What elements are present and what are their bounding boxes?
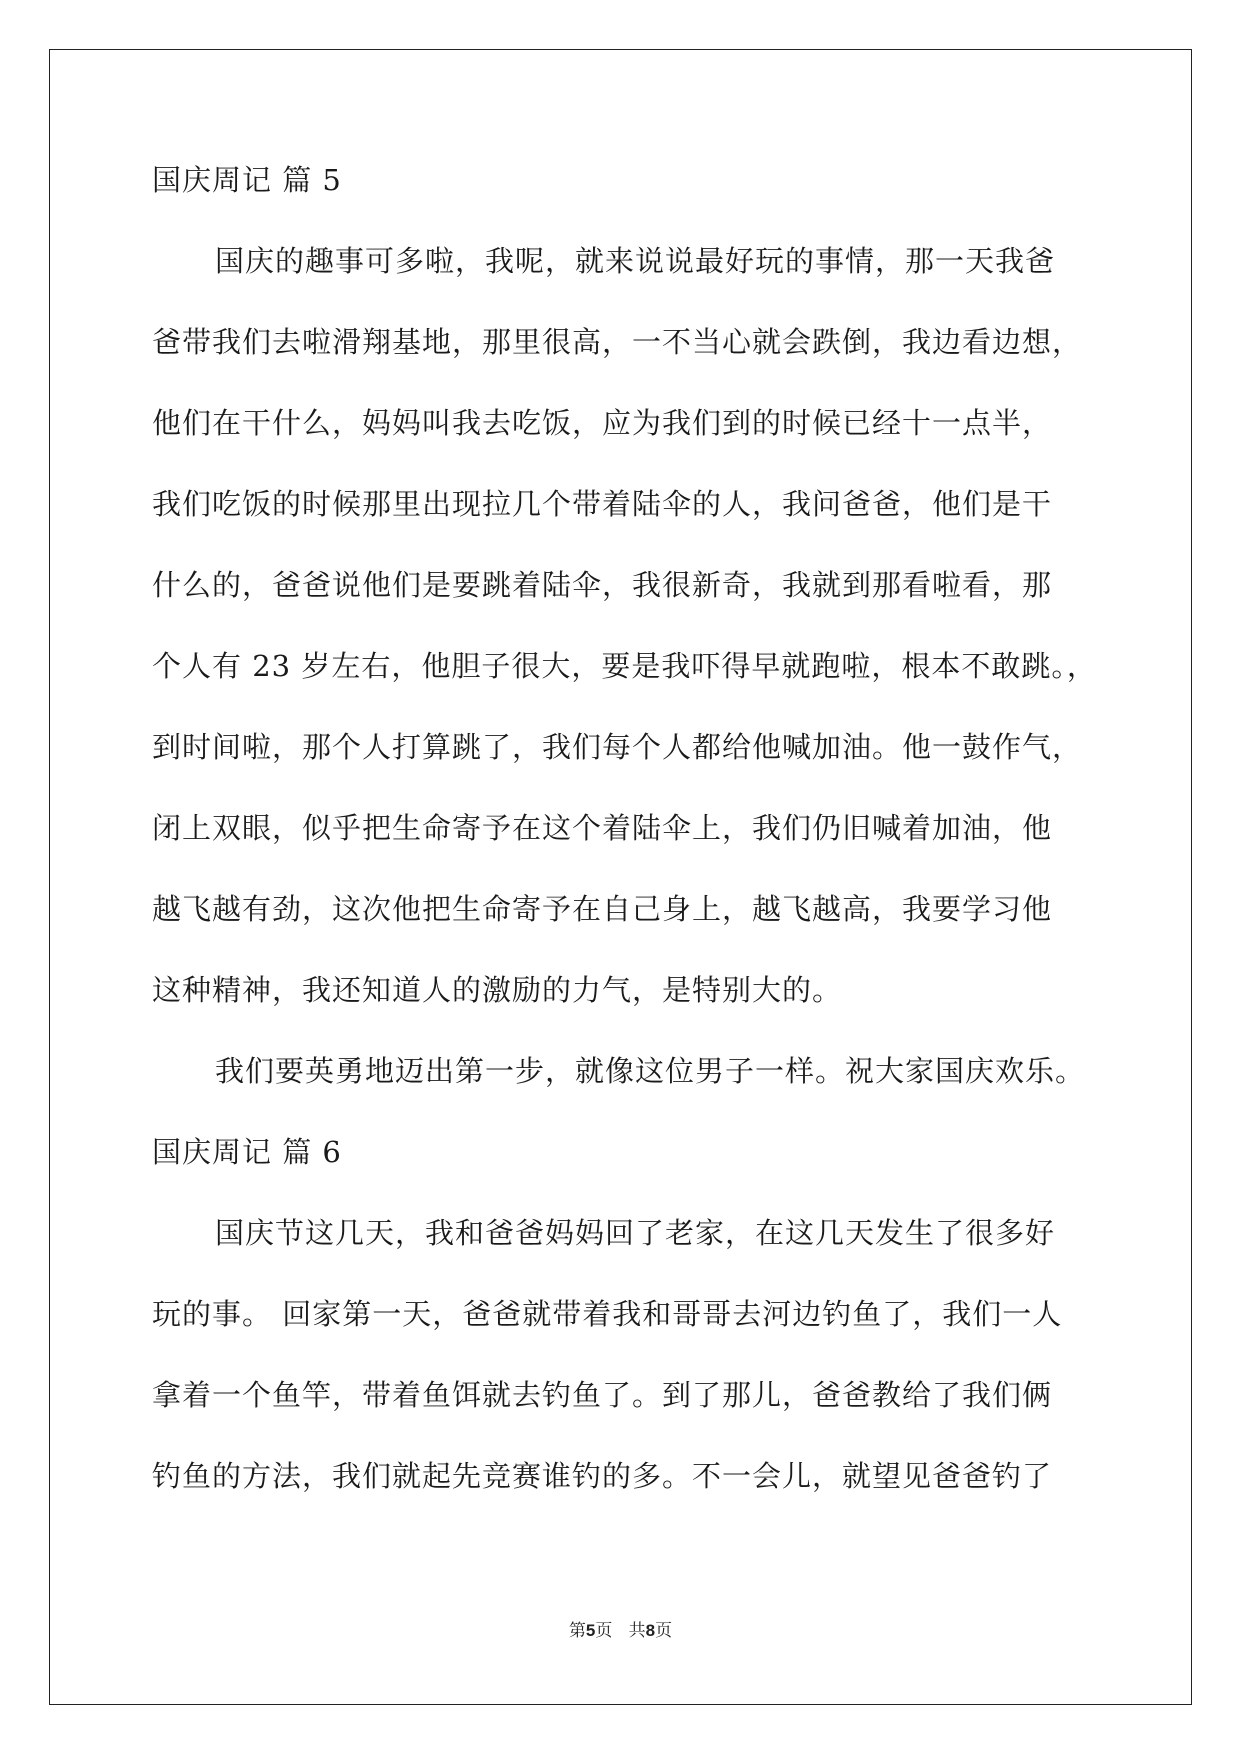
text-line: 玩的事。 回家第一天，爸爸就带着我和哥哥去河边钓鱼了，我们一人 (152, 1297, 1063, 1331)
text-line: 这种精神，我还知道人的激励的力气，是特别大的。 (152, 973, 843, 1007)
footer-page-suffix: 页 (595, 1621, 613, 1641)
section-heading: 国庆周记 篇 6 (152, 1135, 342, 1169)
text-line: 拿着一个鱼竿，带着鱼饵就去钓鱼了。到了那儿，爸爸教给了我们俩 (152, 1378, 1053, 1412)
page-footer (0, 1619, 1241, 1643)
text-line: 闭上双眼，似乎把生命寄予在这个着陆伞上，我们仍旧喊着加油，他 (152, 811, 1053, 845)
text-line: 个人有 23 岁左右，他胆子很大，要是我吓得早就跑啦，根本不敢跳。， (152, 649, 1097, 683)
section-heading: 国庆周记 篇 5 (152, 163, 342, 197)
text-line: 国庆的趣事可多啦，我呢，就来说说最好玩的事情，那一天我爸 (215, 244, 1056, 278)
text-line: 越飞越有劲，这次他把生命寄予在自己身上，越飞越高，我要学习他 (152, 892, 1053, 926)
text-line: 到时间啦，那个人打算跳了，我们每个人都给他喊加油。他一鼓作气， (152, 730, 1083, 764)
text-line: 国庆节这几天，我和爸爸妈妈回了老家，在这几天发生了很多好 (215, 1216, 1056, 1250)
text-line: 我们要英勇地迈出第一步，就像这位男子一样。祝大家国庆欢乐。 (215, 1054, 1086, 1088)
footer-page-prefix: 第 (568, 1621, 586, 1641)
text-line: 我们吃饭的时候那里出现拉几个带着陆伞的人，我问爸爸，他们是干 (152, 487, 1053, 521)
text-line: 爸带我们去啦滑翔基地，那里很高，一不当心就会跌倒，我边看边想， (152, 325, 1083, 359)
text-line: 什么的，爸爸说他们是要跳着陆伞，我很新奇，我就到那看啦看，那 (152, 568, 1053, 602)
footer-total-prefix: 共 (628, 1621, 646, 1641)
footer-total-number: 8 (645, 1621, 656, 1640)
footer-page-number: 5 (585, 1621, 596, 1640)
text-line: 他们在干什么，妈妈叫我去吃饭，应为我们到的时候已经十一点半， (152, 406, 1053, 440)
text-line: 钓鱼的方法，我们就起先竞赛谁钓的多。不一会儿，就望见爸爸钓了 (152, 1459, 1053, 1493)
document-body (152, 160, 1097, 1537)
footer-total-suffix: 页 (655, 1621, 673, 1641)
